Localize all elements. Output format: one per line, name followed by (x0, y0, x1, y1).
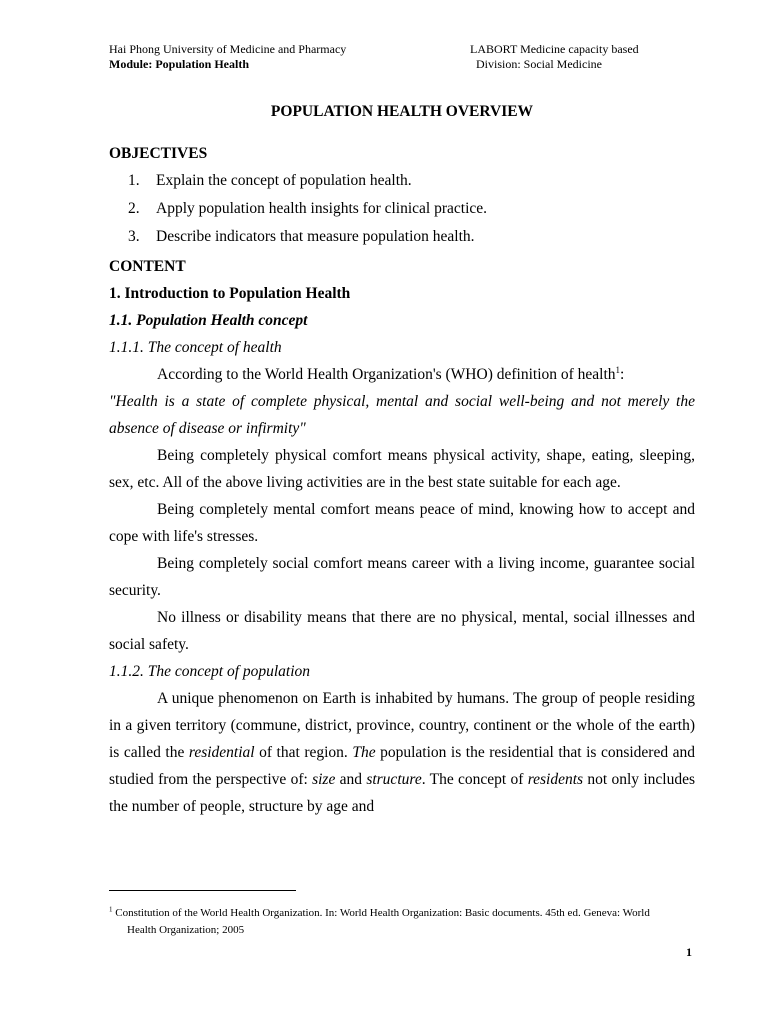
paragraph-illness: No illness or disability means that there are no physical, mental, social illnesses and social safety. (109, 609, 695, 653)
footnote-line: $^1$ Constitution of the World Health Organization. In: World Health Organization: Basic documents. 45th ed. Geneva: World (109, 905, 650, 919)
paragraph-mental: Being completely mental comfort means peace of mind, knowing how to accept and cope with life's stresses. (109, 501, 695, 545)
section-heading: 1. Introduction to Population Health (109, 285, 351, 302)
objective-item: 1. Explain the concept of population health. (128, 172, 412, 189)
header-module: Module: Population Health (109, 57, 250, 71)
subsubsection-heading: 1.1.1. The concept of health (109, 339, 282, 356)
paragraph-population: A unique phenomenon on Earth is inhabited by humans. The group of people residing in a given territory (commune, district, province, country, continent or the whole of the earth) is called the residential of that region. The population is the residential that is considered and studied from the perspective of: size and structure. The concept of residents not only includes the number of people, structure by age and (109, 690, 696, 815)
footnote-line: Health Organization; 2005 (127, 924, 245, 936)
who-definition-intro: According to the World Health Organization's (WHO) definition of health$^1$: (157, 364, 625, 383)
footnote (109, 905, 695, 939)
objective-item: 3. Describe indicators that measure population health. (128, 228, 475, 245)
objectives-heading: OBJECTIVES (109, 145, 208, 162)
subsection-heading: 1.1. Population Health concept (109, 312, 308, 329)
page-title: POPULATION HEALTH OVERVIEW (270, 103, 534, 120)
header-program: LABORT Medicine capacity based (470, 42, 639, 56)
page-number: 1 (686, 945, 692, 959)
content-heading: CONTENT (109, 258, 186, 275)
paragraph-physical: Being completely physical comfort means physical activity, shape, eating, sleeping, sex, etc. All of the above living activities are in the best state suitable for each age. (109, 447, 695, 491)
who-quote: "Health is a state of complete physical, mental and social well-being and not merely the absence of disease or infirmity" (109, 393, 695, 437)
footnote-mark: 1 (109, 905, 113, 914)
header-division: Division: Social Medicine (476, 57, 602, 71)
paragraph-social: Being completely social comfort means career with a living income, guarantee social security. (109, 555, 695, 599)
header-left (109, 42, 346, 72)
document-body (109, 98, 695, 820)
objective-item: 2. Apply population health insights for clinical practice. (128, 200, 488, 217)
objectives-list (109, 167, 695, 251)
footnote-reference: 1 (615, 364, 621, 375)
header-right (470, 42, 639, 72)
footnote-divider (109, 890, 296, 891)
header-university: Hai Phong University of Medicine and Pharmacy (109, 42, 347, 56)
subsubsection-heading: 1.1.2. The concept of population (109, 663, 311, 680)
